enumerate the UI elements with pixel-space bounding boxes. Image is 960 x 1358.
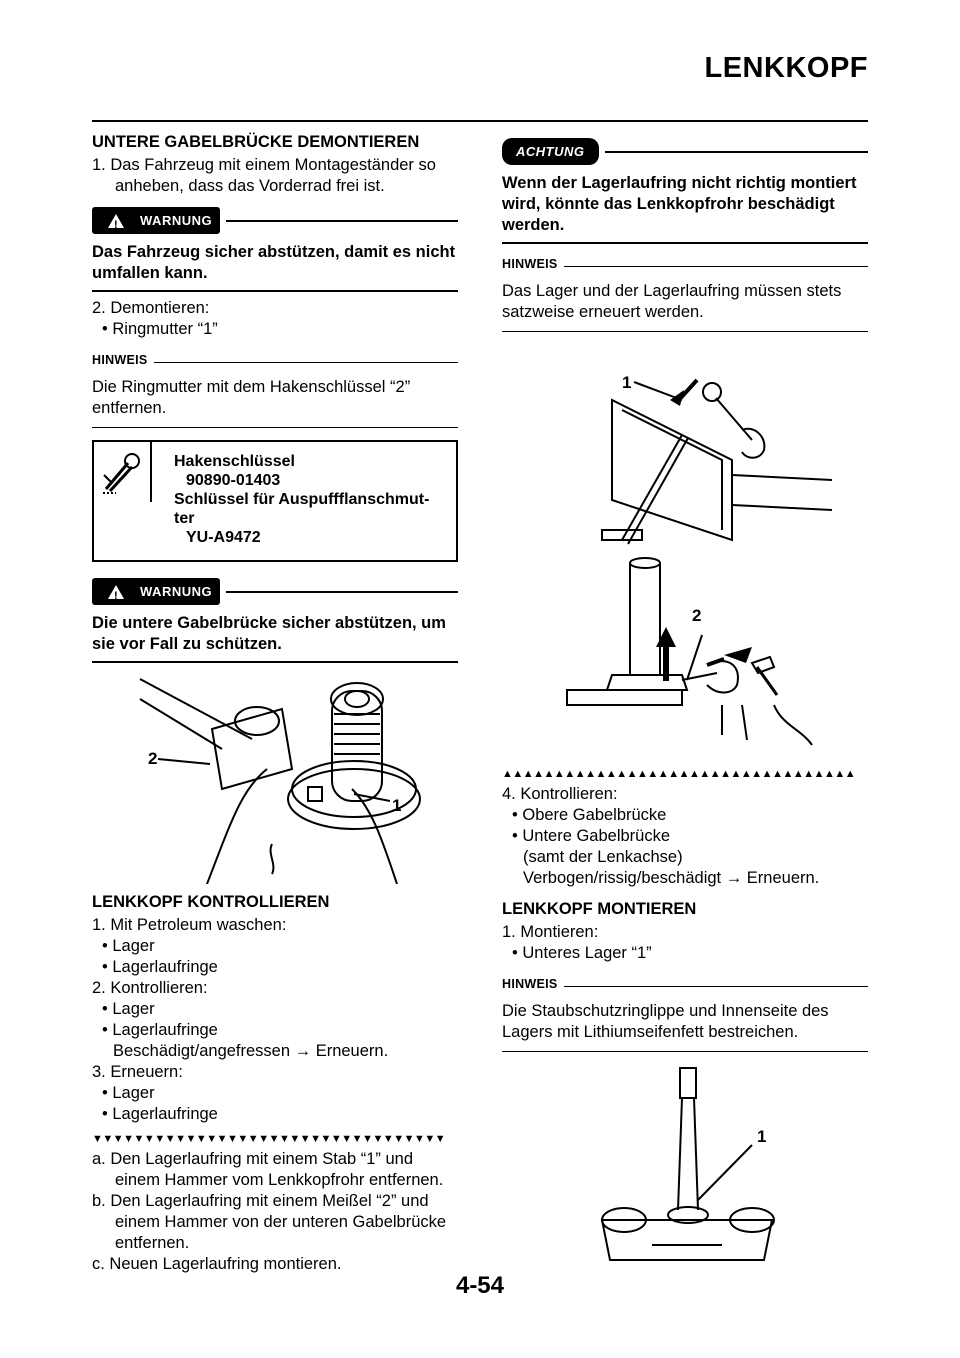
figure-ring-nut	[92, 669, 458, 884]
note-bar: HINWEIS	[502, 254, 868, 275]
section-heading-remove: UNTERE GABELBRÜCKE DEMONTIEREN	[92, 133, 420, 151]
special-tool-text: Hakenschlüssel 90890-01403 Schlüssel für Auspuffflanschmut- ter YU-A9472	[174, 453, 430, 546]
warning-bar	[92, 207, 458, 234]
special-tool-box	[92, 440, 458, 562]
figure-rod-hammer	[502, 340, 868, 555]
page-number: 4-54	[455, 1272, 505, 1299]
callout-2: 2	[148, 749, 158, 768]
right-column: ACHTUNG Wenn der Lagerlaufring nicht richtig montiert wird, könnte das Lenkkopfrohr beschädigt werden. HINWEIS Das Lager und der Lagerlaufring müssen stets satzweise erneuert werden. 1 2 ▲▲▲▲▲▲▲▲▲▲▲▲▲▲▲▲▲▲▲▲▲▲▲▲▲▲▲▲▲▲▲▲▲▲ 4. Kontrollieren: • Obere Gabelbrücke • Untere Gabelbrücke (samt der Lenkachse) Verbogen/rissig/beschädigt → Erneuern. LENKKOPF MONTIEREN 1. Montieren: • Unteres Lager “1” HINWEIS Die Staubschutzringlippe und Innenseite des Lagers mit Lithiumseifenfett bestreichen. 1	[502, 132, 868, 1270]
figure-chisel-hammer	[502, 555, 868, 760]
warning-text-2: Die untere Gabelbrücke sicher abstützen, um sie vor Fall zu schützen.	[92, 614, 446, 653]
caution-text: Wenn der Lagerlaufring nicht richtig montiert wird, könnte das Lenkkopfrohr beschädigt werden.	[502, 174, 857, 234]
warning-badge: ! WARNUNG	[92, 207, 220, 234]
warning-icon	[108, 585, 124, 599]
callout-1: 1	[622, 373, 632, 392]
warning-icon	[108, 214, 124, 228]
note-bar-2: HINWEIS	[502, 974, 868, 995]
section-heading-inspect: LENKKOPF KONTROLLIEREN	[92, 893, 330, 911]
note-text: Die Ringmutter mit dem Hakenschlüssel “2” entfernen.	[92, 378, 411, 417]
callout-1: 1	[757, 1127, 767, 1146]
caution-bar	[502, 138, 868, 165]
callout-2: 2	[692, 606, 702, 625]
page-title: LENKKOPF	[704, 52, 868, 84]
procedure-start-marks: ▼▼▼▼▼▼▼▼▼▼▼▼▼▼▼▼▼▼▼▼▼▼▼▼▼▼▼▼▼▼▼▼▼▼	[92, 1133, 446, 1145]
warning-text: Das Fahrzeug sicher abstützen, damit es nicht umfallen kann.	[92, 243, 456, 282]
step-2: 2. Demontieren:	[92, 299, 210, 317]
procedure-end-marks: ▲▲▲▲▲▲▲▲▲▲▲▲▲▲▲▲▲▲▲▲▲▲▲▲▲▲▲▲▲▲▲▲▲▲	[502, 768, 856, 780]
caution-badge: ACHTUNG	[502, 138, 599, 165]
step-1: 1. Das Fahrzeug mit einem Montageständer so anheben, dass das Vorderrad frei ist.	[92, 156, 436, 195]
wrench-tool-icon	[94, 442, 152, 502]
note-text: Das Lager und der Lagerlaufring müssen stets satzweise erneuert werden.	[502, 282, 842, 321]
warning-bar-2	[92, 578, 458, 605]
note-text-2: Die Staubschutzringlippe und Innenseite des Lagers mit Lithiumseifenfett bestreichen.	[502, 1002, 829, 1041]
warning-badge: ! WARNUNG	[92, 578, 220, 605]
figure-lower-bracket	[502, 1060, 868, 1270]
header-rule	[92, 120, 868, 122]
section-heading-install: LENKKOPF MONTIEREN	[502, 900, 697, 918]
step-2-item: • Ringmutter “1”	[102, 320, 218, 338]
callout-1: 1	[392, 796, 402, 815]
left-column: UNTERE GABELBRÜCKE DEMONTIEREN 1. Das Fahrzeug mit einem Montageständer so anheben, dass das Vorderrad frei ist. ! WARNUNG Das Fahrzeug sicher abstützen, damit es nicht umfallen kann. 2. Demontieren: • Ringmutter “1” HINWEIS Die Ringmutter mit dem Hakenschlüssel “2” entfernen. Hakenschlüssel 90890-01403 Schlüssel für Auspuffflanschmut- ter YU-A9472 ! WARNUNG Die untere Gabelbrücke sicher abstützen, um sie vor Fall zu schützen. 2 1 LENKKOPF KONTROLLIEREN 1. Mit Petroleum waschen: • Lager • Lagerlaufringe 2. Kontrollieren: • Lager • Lagerlaufringe Beschädigt/angefressen → Erneuern. 3. Erneuern: • Lager • Lagerlaufringe ▼▼▼▼▼▼▼▼▼▼▼▼▼▼▼▼▼▼▼▼▼▼▼▼▼▼▼▼▼▼▼▼▼▼ a. Den Lagerlaufring mit einem Stab “1” und einem Hammer vom Lenkkopfrohr entfernen. b. Den Lagerlaufring mit einem Meißel “2” und einem Hammer von der unteren Gabelbrücke entfernen. c. Neuen Lagerlaufring montieren.	[92, 132, 458, 1275]
note-bar: HINWEIS	[92, 350, 458, 371]
